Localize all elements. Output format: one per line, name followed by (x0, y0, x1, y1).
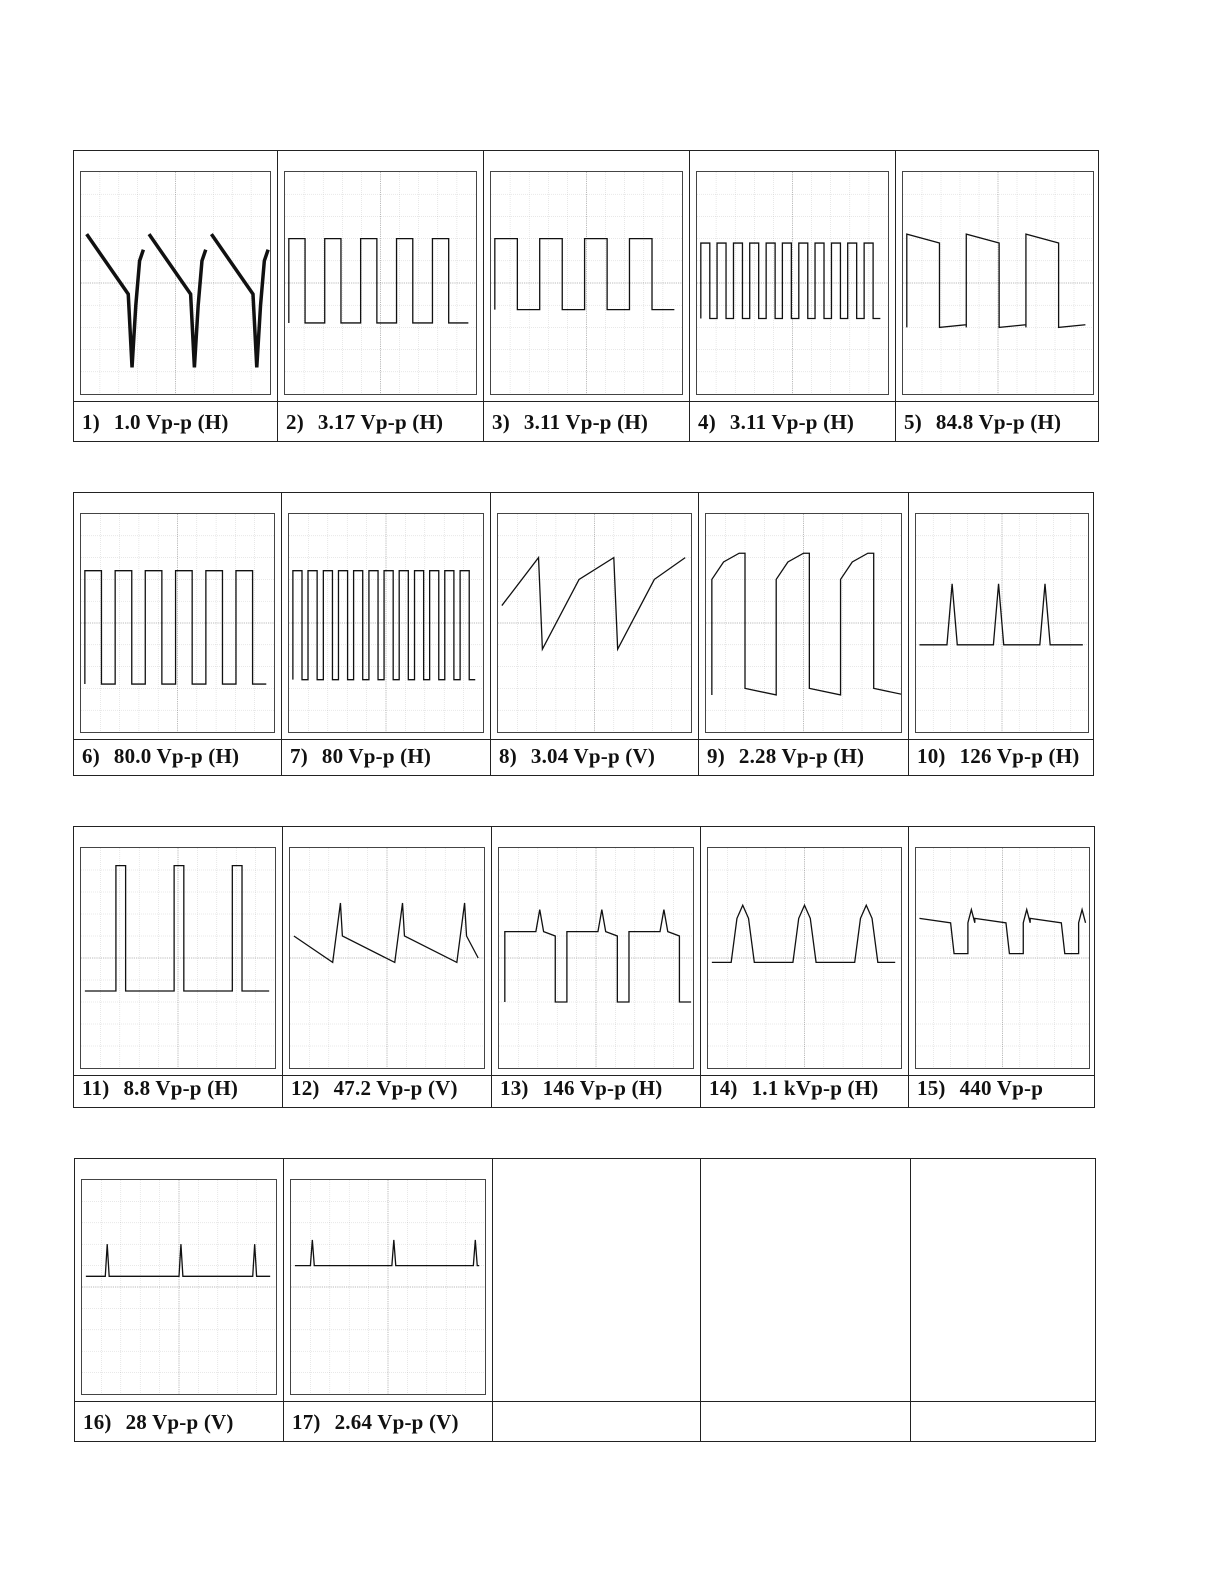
waveform-caption (709, 1410, 906, 1435)
scope-screen (80, 171, 271, 395)
panel-number: 2) (286, 410, 304, 434)
waveform-trace (86, 1244, 270, 1276)
waveform-cell (690, 151, 896, 441)
amplitude-label: 2.64 Vp-p (V) (334, 1410, 459, 1434)
panel-number: 14) (709, 1076, 738, 1100)
scope-screen (290, 1179, 486, 1395)
oscilloscope-capture (484, 153, 689, 399)
waveform-plot (491, 172, 682, 394)
oscilloscope-capture (282, 495, 490, 737)
amplitude-label: 146 Vp-p (H) (542, 1076, 663, 1100)
waveform-trace (293, 571, 475, 680)
waveform-plot (291, 1180, 485, 1394)
waveform-plot (82, 1180, 276, 1394)
waveform-row (73, 826, 1095, 1108)
waveform-trace (502, 558, 685, 650)
panel-number: 4) (698, 410, 716, 434)
waveform-cell (284, 1159, 493, 1441)
panel-number: 1) (82, 410, 100, 434)
scope-screen (490, 171, 683, 395)
oscilloscope-capture (278, 153, 483, 399)
waveform-caption (501, 1410, 696, 1435)
amplitude-label: 84.8 Vp-p (H) (935, 410, 1062, 434)
oscilloscope-capture (75, 1161, 283, 1399)
waveform-caption (83, 1410, 279, 1435)
waveform-caption (709, 1076, 904, 1101)
panel-number: 3) (492, 410, 510, 434)
panel-number: 6) (82, 744, 100, 768)
waveform-cell (911, 1159, 1097, 1441)
amplitude-label: 28 Vp-p (V) (125, 1410, 234, 1434)
waveform-plot (285, 172, 476, 394)
waveform-plot (916, 848, 1089, 1068)
waveform-caption (286, 410, 479, 435)
waveform-caption (917, 744, 1091, 769)
waveform-trace (85, 866, 269, 991)
waveform-trace (289, 239, 469, 323)
waveform-trace (85, 571, 266, 684)
waveform-plot (706, 514, 901, 732)
oscilloscope-capture (909, 829, 1096, 1073)
panel-number: 7) (290, 744, 308, 768)
scope-screen (705, 513, 902, 733)
oscilloscope-capture (909, 495, 1095, 737)
oscilloscope-capture (74, 153, 277, 399)
amplitude-label: 8.8 Vp-p (H) (123, 1076, 239, 1100)
oscilloscope-capture (283, 829, 491, 1073)
scope-screen (902, 171, 1094, 395)
waveform-plot (697, 172, 888, 394)
waveform-caption (82, 410, 273, 435)
waveform-caption (904, 410, 1096, 435)
waveform-trace (149, 234, 206, 367)
waveform-cell (484, 151, 690, 441)
waveform-cell (909, 827, 1096, 1107)
waveform-trace (294, 903, 478, 962)
waveform-cell (74, 493, 282, 775)
panel-number: 9) (707, 744, 725, 768)
waveform-cell (491, 493, 699, 775)
waveform-row (73, 492, 1094, 776)
waveform-caption (290, 744, 486, 769)
amplitude-label: 2.28 Vp-p (H) (738, 744, 865, 768)
waveform-trace (295, 1240, 479, 1266)
waveform-caption (917, 1076, 1092, 1101)
waveform-caption (499, 744, 694, 769)
waveform-trace (87, 234, 144, 367)
scope-screen (498, 847, 694, 1069)
amplitude-label: 3.17 Vp-p (H) (317, 410, 444, 434)
oscilloscope-capture (690, 153, 895, 399)
waveform-row (73, 150, 1099, 442)
amplitude-label: 1.0 Vp-p (H) (113, 410, 229, 434)
scope-screen (915, 513, 1089, 733)
panel-number: 5) (904, 410, 922, 434)
waveform-plot (708, 848, 901, 1068)
waveform-cell (896, 151, 1100, 441)
panel-number: 11) (82, 1076, 110, 1100)
scope-screen (497, 513, 692, 733)
panel-number: 15) (917, 1076, 946, 1100)
scope-screen (80, 847, 276, 1069)
scope-screen (696, 171, 889, 395)
amplitude-label: 80.0 Vp-p (H) (113, 744, 240, 768)
waveform-trace (495, 239, 675, 310)
amplitude-label: 440 Vp-p (959, 1076, 1044, 1100)
panel-number: 12) (291, 1076, 320, 1100)
waveform-caption (698, 410, 891, 435)
waveform-cell (278, 151, 484, 441)
waveform-cell (492, 827, 701, 1107)
waveform-plot (81, 848, 275, 1068)
waveform-caption (919, 1410, 1093, 1435)
waveform-caption (500, 1076, 696, 1101)
waveform-caption (492, 410, 685, 435)
waveform-plot (916, 514, 1088, 732)
waveform-caption (292, 1410, 488, 1435)
oscilloscope-capture (491, 495, 698, 737)
oscilloscope-capture (701, 829, 908, 1073)
waveform-plot (289, 514, 483, 732)
waveform-cell (74, 151, 278, 441)
waveform-plot (498, 514, 691, 732)
waveform-trace (505, 910, 691, 1002)
waveform-cell (283, 827, 492, 1107)
waveform-caption (291, 1076, 487, 1101)
panel-number: 13) (500, 1076, 529, 1100)
waveform-cell (75, 1159, 284, 1441)
amplitude-label: 1.1 kVp-p (H) (751, 1076, 879, 1100)
scope-screen (288, 513, 484, 733)
amplitude-label: 80 Vp-p (H) (321, 744, 432, 768)
waveform-trace (907, 234, 1086, 327)
waveform-cell (701, 1159, 911, 1441)
oscilloscope-capture (284, 1161, 492, 1399)
waveform-trace (919, 584, 1082, 645)
waveform-cell (493, 1159, 701, 1441)
waveform-plot (903, 172, 1093, 394)
amplitude-label: 47.2 Vp-p (V) (333, 1076, 458, 1100)
waveform-plot (290, 848, 484, 1068)
oscilloscope-capture (74, 829, 282, 1073)
amplitude-label: 126 Vp-p (H) (959, 744, 1080, 768)
waveform-trace (211, 234, 268, 367)
scope-screen (915, 847, 1090, 1069)
waveform-cell (74, 827, 283, 1107)
waveform-row (74, 1158, 1096, 1442)
oscilloscope-capture (492, 829, 700, 1073)
waveform-trace (712, 553, 901, 695)
oscilloscope-capture (699, 495, 908, 737)
waveform-plot (499, 848, 693, 1068)
oscilloscope-capture (74, 495, 281, 737)
waveform-trace (701, 243, 881, 318)
waveform-plot (81, 514, 274, 732)
oscilloscope-capture (896, 153, 1100, 399)
amplitude-label: 3.04 Vp-p (V) (530, 744, 656, 768)
panel-number: 17) (292, 1410, 321, 1434)
waveform-plot (81, 172, 270, 394)
panel-number: 16) (83, 1410, 112, 1434)
amplitude-label: 3.11 Vp-p (H) (523, 410, 649, 434)
waveform-trace (712, 905, 895, 962)
waveform-cell (699, 493, 909, 775)
waveform-caption (82, 744, 277, 769)
waveform-cell (909, 493, 1095, 775)
waveform-caption (82, 1076, 278, 1101)
waveform-cell (282, 493, 491, 775)
panel-number: 8) (499, 744, 517, 768)
panel-number: 10) (917, 744, 946, 768)
amplitude-label: 3.11 Vp-p (H) (729, 410, 855, 434)
waveform-cell (701, 827, 909, 1107)
scope-screen (289, 847, 485, 1069)
scope-screen (80, 513, 275, 733)
scope-screen (284, 171, 477, 395)
scope-screen (707, 847, 902, 1069)
scope-screen (81, 1179, 277, 1395)
waveform-caption (707, 744, 904, 769)
